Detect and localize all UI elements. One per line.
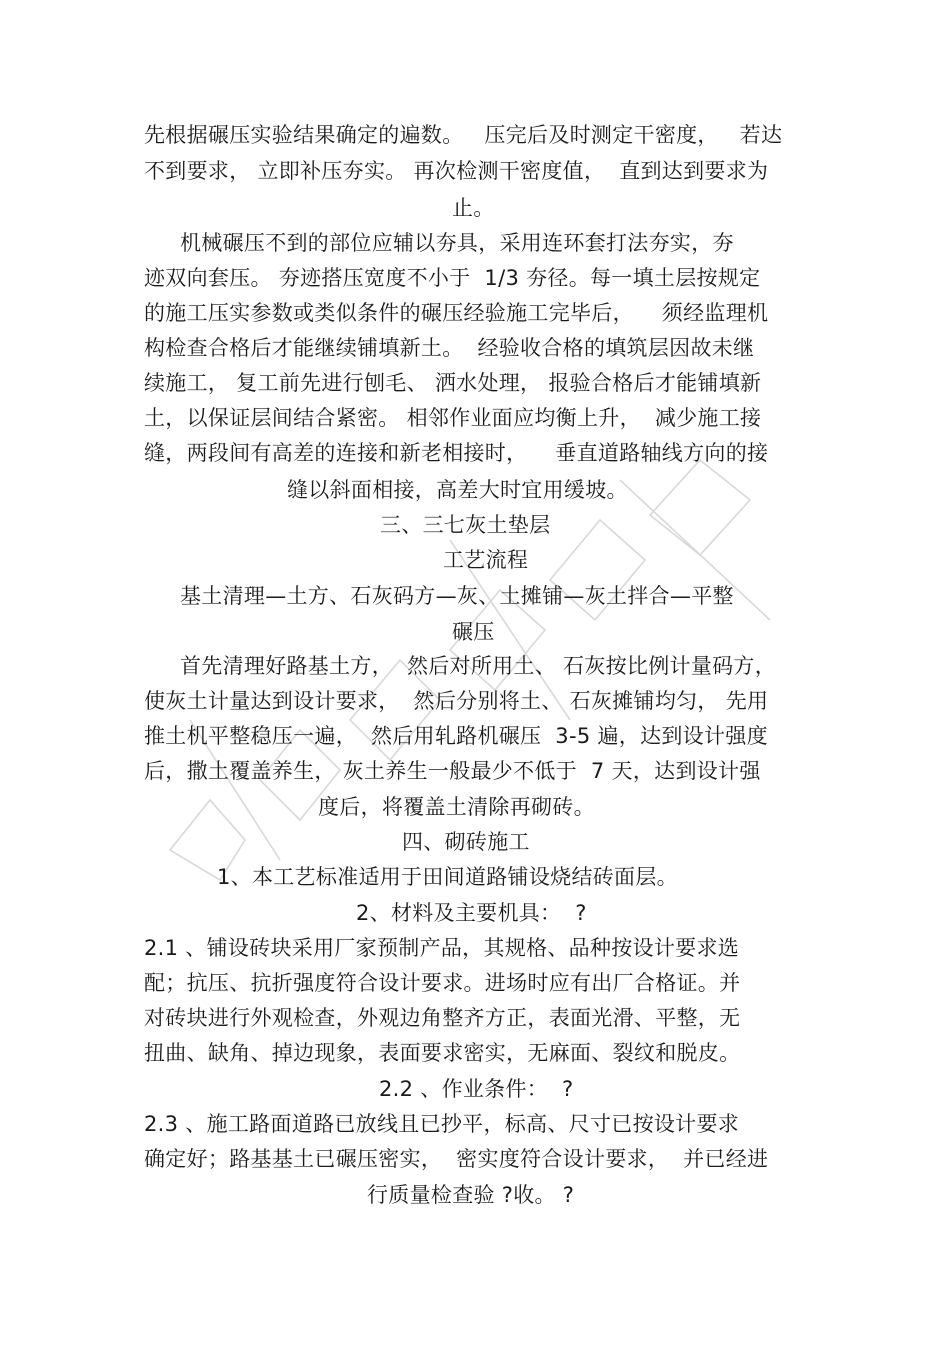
- text-line: 土，以保证层间结合紧密。 相邻作业面应均衡上升， 减少施工接: [144, 406, 762, 430]
- text-line: 2.3 、施工路面道路已放线且已抄平，标高、尺寸已按设计要求: [144, 1112, 740, 1136]
- text-line: 止。: [452, 196, 495, 220]
- text-line: 的施工压实参数或类似条件的碾压经验施工完毕后， 须经监理机: [144, 301, 769, 325]
- text-line: 首先清理好路基土方， 然后对所用土、 石灰按比例计量码方，: [180, 654, 777, 678]
- text-line: 1、本工艺标准适用于田间道路铺设烧结砖面层。: [217, 865, 678, 889]
- text-line: 缝，两段间有高差的连接和新老相接时， 垂直道路轴线方向的接: [144, 441, 769, 465]
- text-line: 使灰土计量达到设计要求， 然后分别将土、 石灰摊铺均匀， 先用: [144, 689, 769, 713]
- text-line: 先根据碾压实验结果确定的遍数。 压完后及时测定干密度， 若达: [144, 123, 783, 147]
- text-line: 扭曲、缺角、掉边现象，表面要求密实，无麻面、裂纹和脱皮。: [144, 1041, 741, 1065]
- text-line: 2.2 、作业条件： ?: [379, 1077, 574, 1101]
- section-heading: 四、砌砖施工: [402, 830, 530, 854]
- text-line: 确定好；路基基土已碾压密实， 密实度符合设计要求， 并已经进: [144, 1147, 769, 1171]
- text-line: 碾压: [452, 620, 495, 644]
- text-line: 构检查合格后才能继续铺填新土。 经验收合格的填筑层因故未继: [144, 336, 755, 360]
- text-line: 不到要求， 立即补压夯实。 再次检测干密度值， 直到达到要求为: [144, 159, 769, 183]
- text-line: 对砖块进行外观检查，外观边角整齐方正，表面光滑、平整，无: [144, 1006, 741, 1030]
- text-line: 2.1 、铺设砖块采用厂家预制产品，其规格、品种按设计要求选: [144, 936, 740, 960]
- text-line: 度后，将覆盖土清除再砌砖。: [318, 795, 595, 819]
- text-line: 推土机平整稳压一遍， 然后用轧路机碾压 3-5 遍，达到设计强度: [144, 724, 768, 748]
- text-line: 2、材料及主要机具： ?: [356, 901, 587, 925]
- text-line: 迹双向套压。 夯迹搭压宽度不小于 1/3 夯径。每一填土层按规定: [144, 266, 761, 290]
- text-line: 配；抗压、抗折强度符合设计要求。进场时应有出厂合格证。并: [144, 971, 741, 995]
- section-heading: 三、三七灰土垫层: [380, 513, 551, 537]
- text-line: 后，撒土覆盖养生， 灰土养生一般最少不低于 7 天，达到设计强: [144, 759, 761, 783]
- text-line: 行质量检查验 ?收。 ?: [367, 1183, 575, 1207]
- text-line: 基土清理—土方、石灰码方—灰、土摊铺—灰土拌合—平整: [180, 584, 734, 608]
- subheading: 工艺流程: [443, 548, 529, 572]
- text-line: 机械碾压不到的部位应辅以夯具，采用连环套打法夯实，夯: [180, 231, 734, 255]
- text-line: 续施工， 复工前先进行刨毛、 洒水处理， 报验合格后才能铺填新: [144, 371, 762, 395]
- text-line: 缝以斜面相接，高差大时宜用缓坡。: [287, 478, 628, 502]
